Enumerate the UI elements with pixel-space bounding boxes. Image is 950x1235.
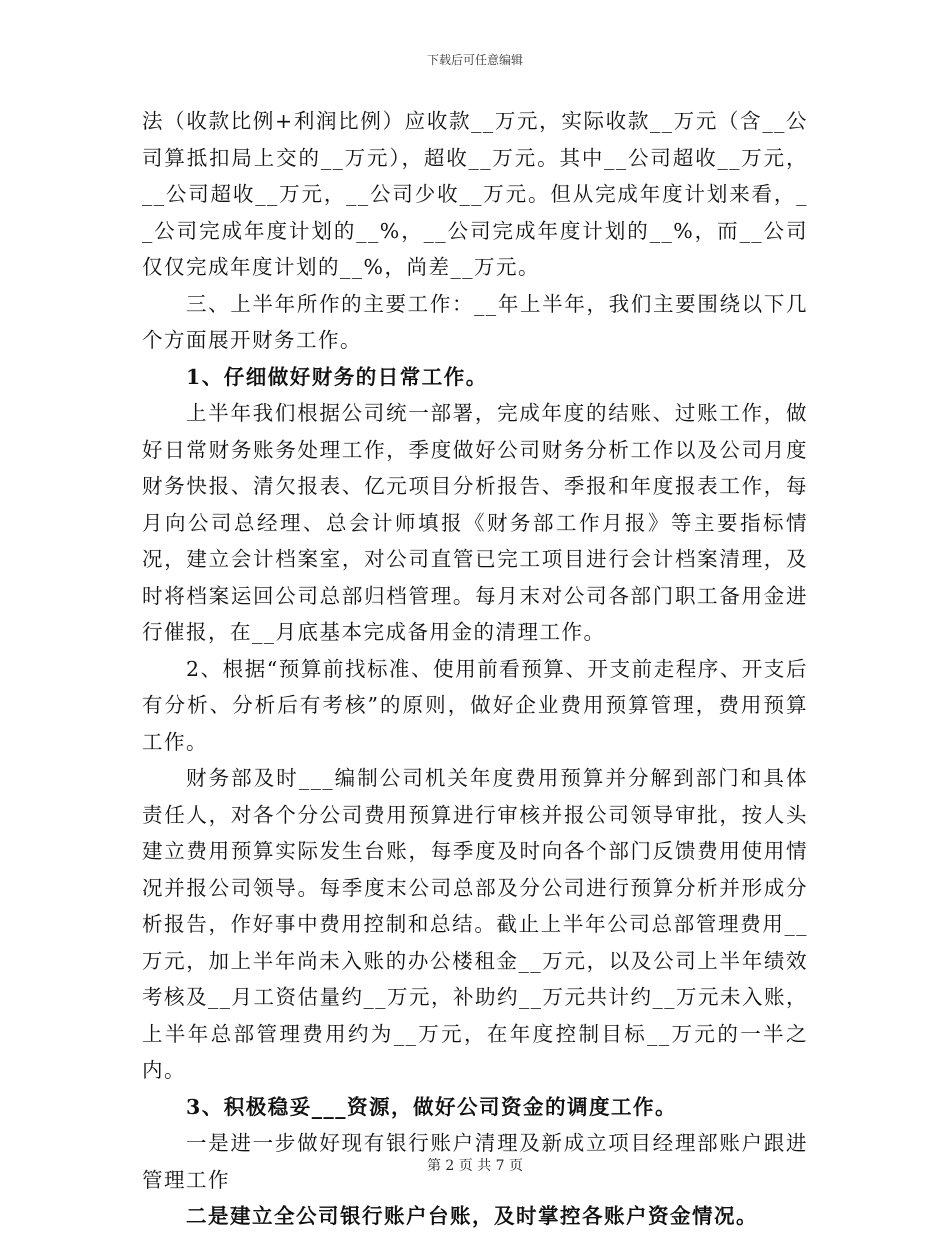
paragraph-budget-principle: 2、根据“预算前找标准、使用前看预算、开支前走程序、开支后有分析、分析后有考核”的原则，做好企业费用预算管理，费用预算工作。 [142, 656, 808, 754]
page-footer: 第 2 页 共 7 页 [426, 1158, 524, 1174]
paragraph-account-ledger: 二是建立全公司银行账户台账，及时掌控各账户资金情况。 [186, 1204, 758, 1228]
paragraph-revenue-summary: 法（收款比例+利润比例）应收款__万元，实际收款__万元（含__公司算抵扣局上交的__万元），超收__万元。其中__公司超收__万元，__公司超收__万元，__公司少收__万元。但从完成年度计划来看，__公司完成年度计划的__%，__公司完成年度计划的__%，而__公司仅仅完成年度计划的__%，尚差__万元。 [142, 109, 808, 279]
heading-fund-dispatch: 3、积极稳妥___资源，做好公司资金的调度工作。 [186, 1094, 678, 1119]
paragraph-account-cleanup: 一是进一步做好现有银行账户清理及新成立项目经理部账户跟进管理工作 [142, 1131, 808, 1192]
page-header: 下载后可任意编辑 [426, 53, 523, 67]
paragraph-budget-details: 财务部及时___编制公司机关年度费用预算并分解到部门和具体责任人，对各个分公司费用预算进行审核并报公司领导审批，按人头建立费用预算实际发生台账，每季度及时向各个部门反馈费用使用情况并报公司领导。每季度末公司总部及分公司进行预算分析并形成分析报告，作好事中费用控制和总结。截止上半年公司总部管理费用__万元，加上半年尚未入账的办公楼租金__万元，以及公司上半年绩效考核及__月工资估量约__万元，补助约__万元共计约__万元未入账，上半年总部管理费用约为__万元，在年度控制目标__万元的一半之内。 [142, 766, 808, 1082]
paragraph-daily-work: 上半年我们根据公司统一部署，完成年度的结账、过账工作，做好日常财务账务处理工作，季度做好公司财务分析工作以及公司月度财务快报、清欠报表、亿元项目分析报告、季报和年度报表工作，每月向公司总经理、总会计师填报《财务部工作月报》等主要指标情况，建立会计档案室，对公司直管已完工项目进行会计档案清理，及时将档案运回公司总部归档管理。每月末对公司各部门职工备用金进行催报，在__月底基本完成备用金的清理工作。 [142, 401, 808, 644]
heading-daily-work: 1、仔细做好财务的日常工作。 [186, 364, 488, 389]
paragraph-section-three-intro: 三、上半年所作的主要工作：__年上半年，我们主要围绕以下几个方面展开财务工作。 [142, 291, 808, 352]
document-body [142, 103, 808, 1235]
